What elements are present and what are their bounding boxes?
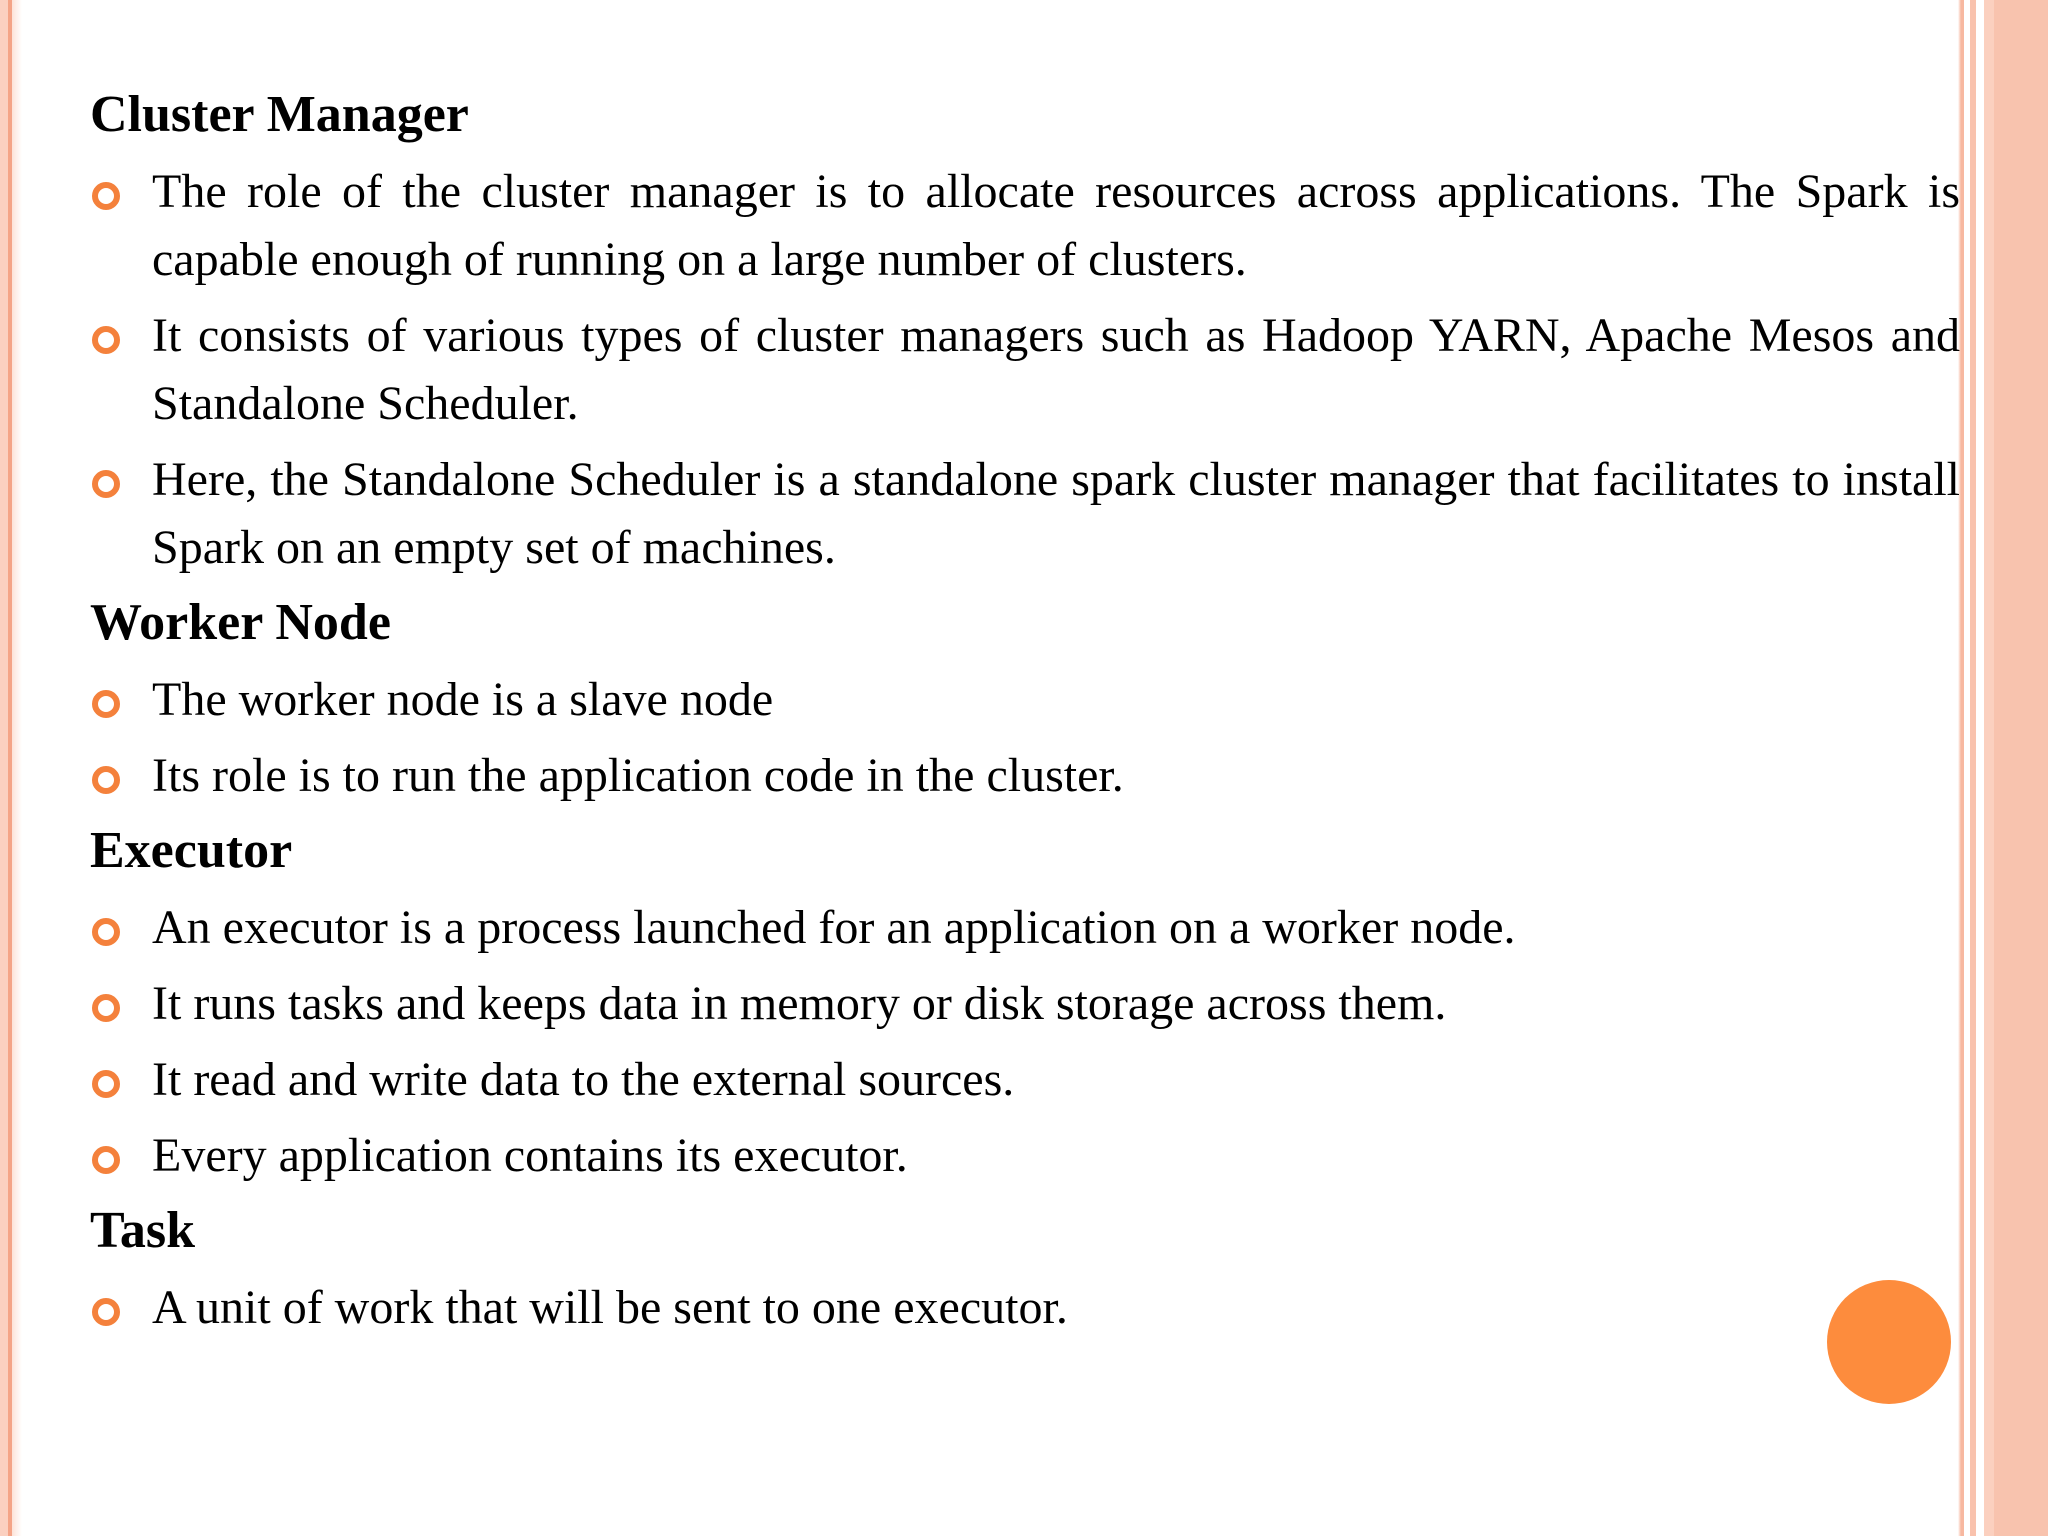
bullet-text: A unit of work that will be sent to one executor. [152,1281,1068,1334]
bullet-text: Every application contains its executor. [152,1129,908,1182]
circle-bullet-icon [92,918,120,946]
bullet-text: It runs tasks and keeps data in memory or disk storage across them. [152,977,1447,1030]
bullet-text: It consists of various types of cluster managers such as Hadoop YARN, Apache Mesos and Standalone Scheduler. [152,309,1960,430]
bullet-text: The role of the cluster manager is to allocate resources across applications. The Spark is capable enough of running on a large number of clusters. [152,165,1960,286]
circle-bullet-icon [92,690,120,718]
bullet-item [90,1046,1960,1114]
section-heading: Executor [90,822,293,879]
slide-content [90,80,1960,1348]
bullet-item [90,302,1960,438]
bullet-item [90,666,1960,734]
section-cluster-manager [90,80,1960,582]
section-task [90,1196,1960,1342]
circle-bullet-icon [92,1298,120,1326]
bullet-text: Its role is to run the application code in the cluster. [152,749,1124,802]
circle-bullet-icon [92,470,120,498]
section-worker-node [90,588,1960,810]
circle-bullet-icon [92,326,120,354]
bullet-item [90,970,1960,1038]
bullet-item [90,1122,1960,1190]
circle-bullet-icon [92,182,120,210]
circle-bullet-icon [92,994,120,1022]
bullet-item [90,446,1960,582]
section-heading: Cluster Manager [90,86,469,143]
bullet-item [90,158,1960,294]
section-heading: Worker Node [90,594,391,651]
circle-bullet-icon [92,1070,120,1098]
section-heading: Task [90,1202,196,1259]
bullet-item [90,894,1960,962]
circle-bullet-icon [92,1146,120,1174]
left-decorative-border [0,0,22,1536]
bullet-text: It read and write data to the external sources. [152,1053,1015,1106]
bullet-item [90,1274,1960,1342]
right-decorative-border [1958,0,2048,1536]
circle-bullet-icon [92,766,120,794]
bullet-text: Here, the Standalone Scheduler is a standalone spark cluster manager that facilitates to install Spark on an empty set of machines. [152,453,1960,574]
bullet-text: An executor is a process launched for an application on a worker node. [152,901,1516,954]
bullet-item [90,742,1960,810]
bullet-text: The worker node is a slave node [152,673,774,726]
section-executor [90,816,1960,1190]
